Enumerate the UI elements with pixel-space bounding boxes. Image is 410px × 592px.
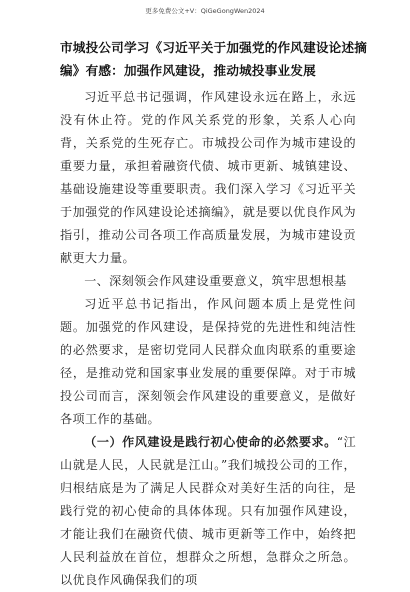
title-line-2: 编》有感：加强作风建设，推动城投事业发展 <box>60 63 316 78</box>
paragraph-section-1-text: 习近平总书记指出，作风问题本质上是党性问题。加强党的作风建设，是保持党的先进性和纯洁性的必然要求，是密切党同人民群众血肉联系的重要途径，是推动党和国家事业发展的重要保障。对于市城投公司而言，深刻领会作风建设的重要意义，是做好各项工作的基础。 <box>60 297 356 426</box>
document-body <box>60 86 356 592</box>
title-line-1: 市城投公司学习《习近平关于加强党的作风建设论述摘 <box>60 40 368 55</box>
subsection-1-text: “江山就是人民，人民就是江山。”我们城投公司的工作，归根结底是为了满足人民群众对美好生活的向往，是践行党的初心使命的具体体现。只有加强作风建设，才能让我们在融资代债、城市更新等工作中，始终把人民利益放在首位，想群众之所想，急群众之所急。以优良作风确保我们的项 <box>60 435 356 587</box>
subsection-1-heading: （一）作风建设是践行初心使命的必然要求。 <box>84 435 337 449</box>
section-heading-1 <box>60 270 356 293</box>
section-heading-1-text: 一、深刻领会作风建设重要意义，筑牢思想根基 <box>84 274 347 288</box>
paragraph-intro <box>60 86 356 270</box>
document-title <box>60 36 368 82</box>
header-note: 更多免费公文+V：QiGeGongWen2024 <box>145 7 265 15</box>
paragraph-section-1 <box>60 293 356 431</box>
paragraph-subsection-1 <box>60 431 356 592</box>
paragraph-intro-text: 习近平总书记强调，作风建设永远在路上，永远没有休止符。党的作风关系党的形象，关系人心向背，关系党的生死存亡。市城投公司作为城市建设的重要力量，承担着融资代债、城市更新、城镇建设、基础设施建设等重要职责。我们深入学习《习近平关于加强党的作风建设论述摘编》，就是要以优良作风为指引，推动公司各项工作高质量发展，为城市建设贡献更大力量。 <box>60 90 356 265</box>
